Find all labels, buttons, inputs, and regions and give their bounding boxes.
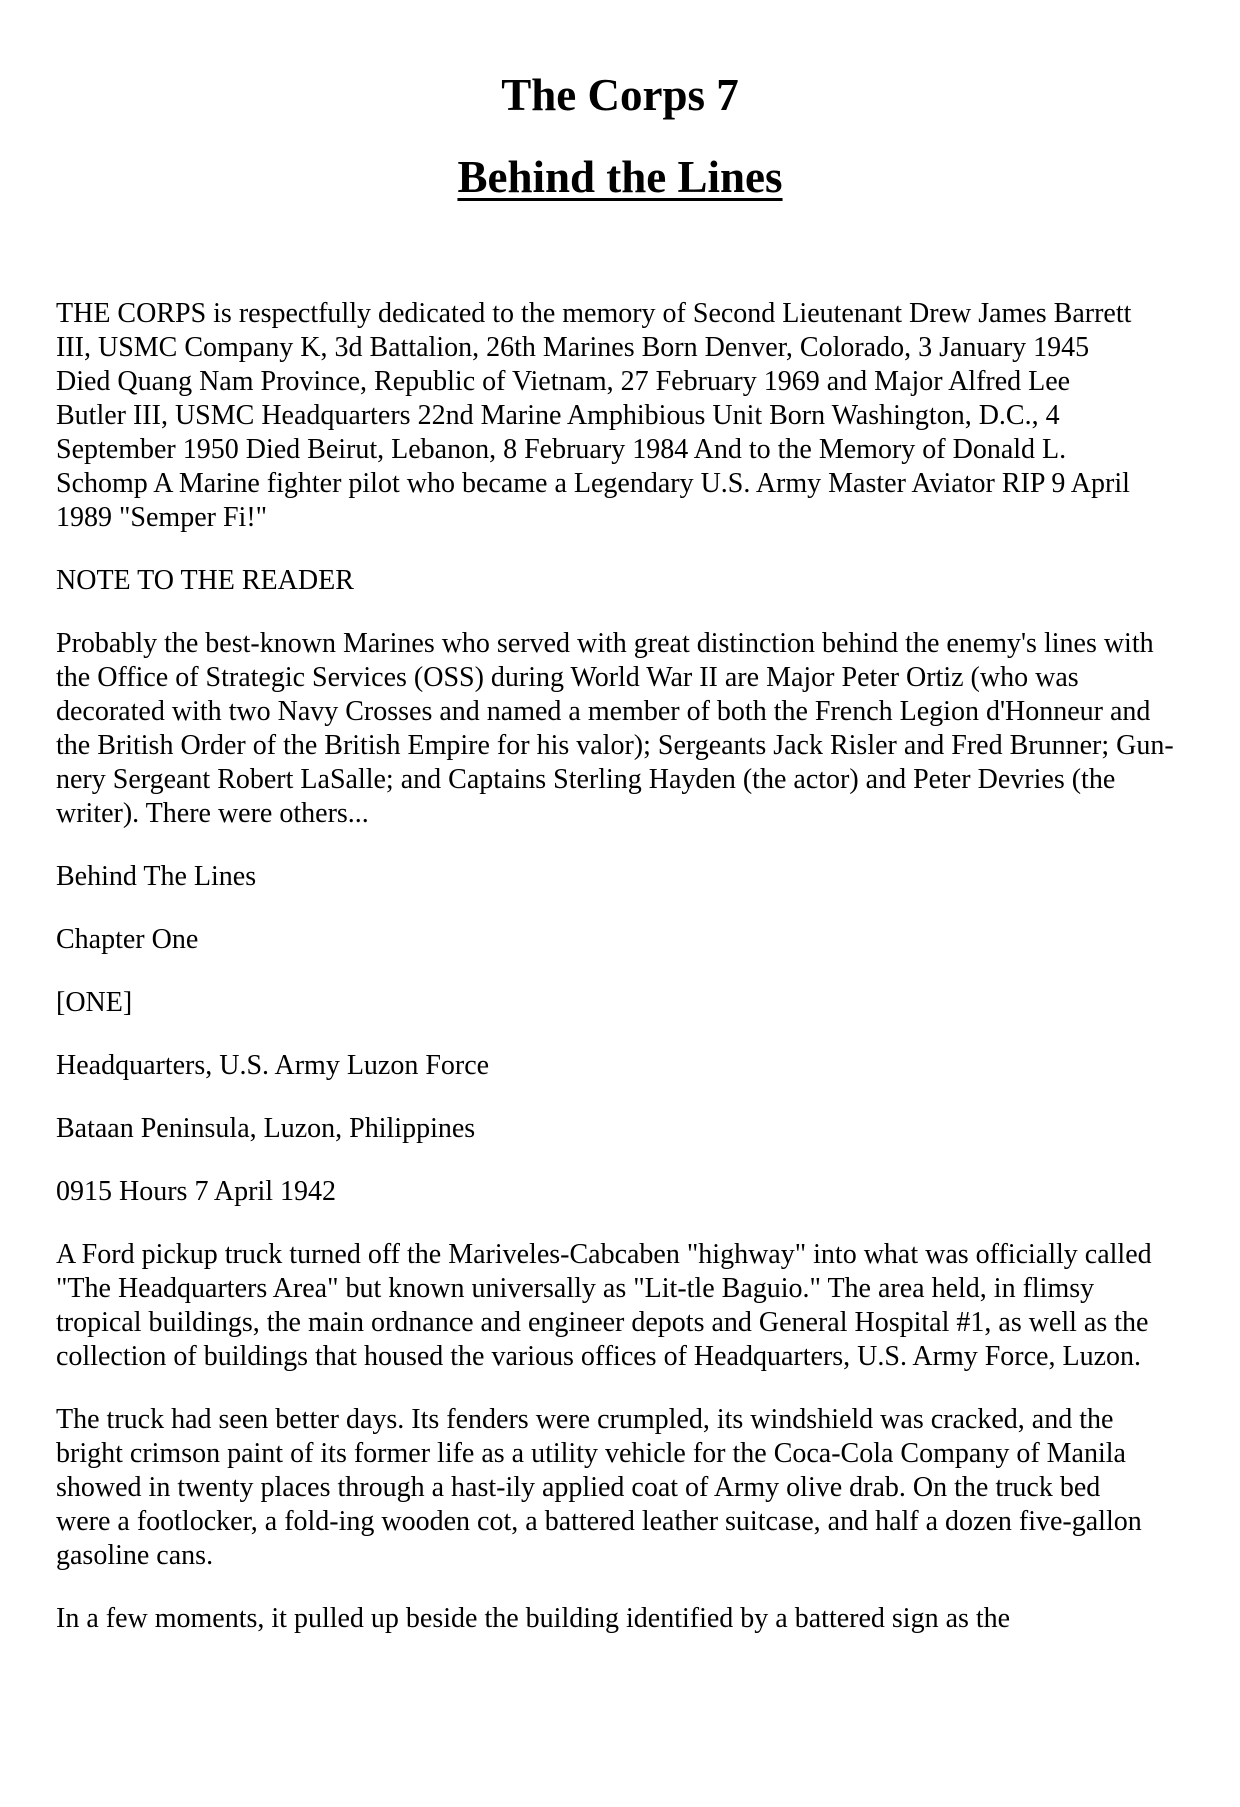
section-marker: [ONE] (56, 987, 133, 1018)
story-paragraph: A Ford pickup truck turned off the Mariveles-Cabcaben "highway" into what was officially called "The Headquarters Area" but known universally as "Lit-tle Baguio." The area held, in flimsy tropical buildings, the main ordnance and engineer depots and General Hospital #1, as well as the collection of buildings that housed the various offices of Headquarters, U.S. Army Force, Luzon. (56, 1239, 1152, 1372)
document-body (56, 297, 1186, 1665)
document-subtitle: Behind the Lines (457, 152, 783, 202)
chapter-heading: Chapter One (56, 924, 199, 955)
story-paragraph: In a few moments, it pulled up beside the building identified by a battered sign as the (56, 1603, 1011, 1634)
dedication-paragraph: THE CORPS is respectfully dedicated to the memory of Second Lieutenant Drew James Barrett III, USMC Company K, 3d Battalion, 26th Marines Born Denver, Colorado, 3 January 1945 Died Quang Nam Province, Republic of Vietnam, 27 February 1969 and Major Alfred Lee Butler III, USMC Headquarters 22nd Marine Amphibious Unit Born Washington, D.C., 4 September 1950 Died Beirut, Lebanon, 8 February 1984 And to the Memory of Donald L. Schomp A Marine fighter pilot who became a Legendary U.S. Army Master Aviator RIP 9 April 1989 "Semper Fi!" (56, 298, 1132, 533)
story-paragraph: The truck had seen better days. Its fenders were crumpled, its windshield was cracked, and the bright crimson paint of its former life as a utility vehicle for the Coca-Cola Company of Manila showed in twenty places through a hast-ily applied coat of Army olive drab. On the truck bed were a footlocker, a fold-ing wooden cot, a battered leather suitcase, and half a dozen five-gallon gasoline cans. (56, 1404, 1142, 1571)
book-title-line: Behind The Lines (56, 861, 257, 892)
document-title: The Corps 7 (501, 70, 739, 120)
note-paragraph: Probably the best-known Marines who served with great distinction behind the enemy's lines with the Office of Strategic Services (OSS) during World War II are Major Peter Ortiz (who was decorated with two Navy Crosses and named a member of both the French Legion d'Honneur and the British Order of the British Empire for his valor); Sergeants Jack Risler and Fred Brunner; Gun-nery Sergeant Robert LaSalle; and Captains Sterling Hayden (the actor) and Peter Devries (the writer). There were others... (56, 628, 1174, 829)
location-line-1: Headquarters, U.S. Army Luzon Force (56, 1050, 490, 1081)
timestamp-line: 0915 Hours 7 April 1942 (56, 1176, 336, 1207)
note-heading: NOTE TO THE READER (56, 565, 354, 596)
location-line-2: Bataan Peninsula, Luzon, Philippines (56, 1113, 476, 1144)
